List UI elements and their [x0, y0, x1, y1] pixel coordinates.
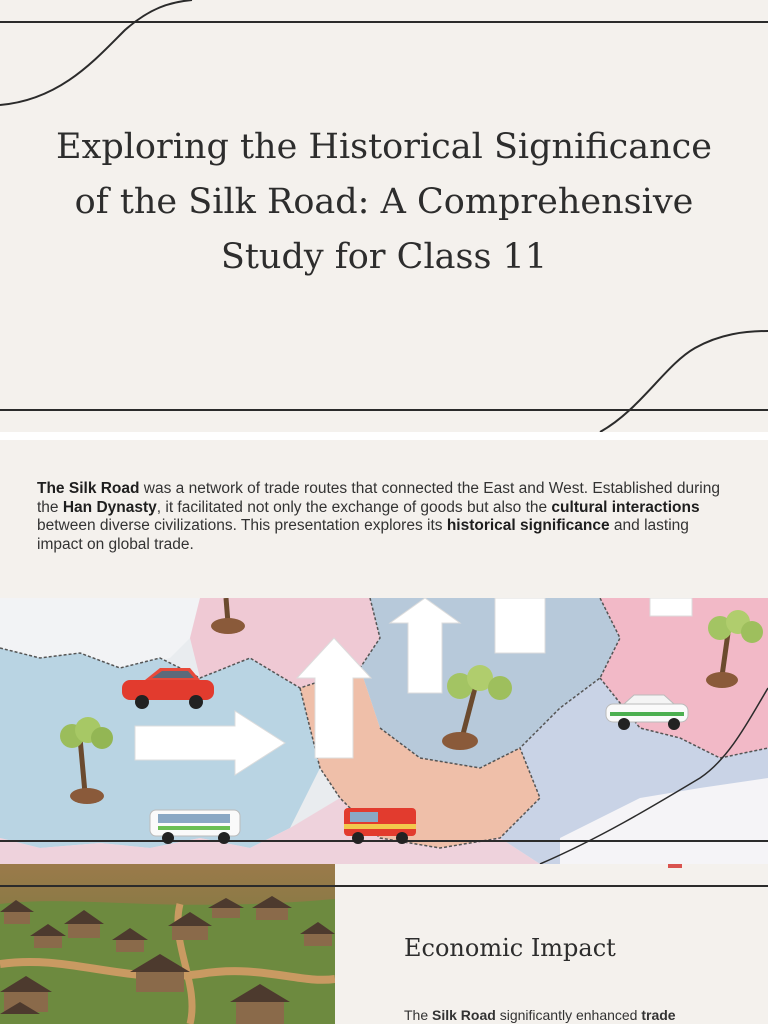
economic-impact-slide: [0, 864, 768, 1024]
section-text: [404, 1007, 676, 1023]
intro-slide: [0, 440, 768, 864]
intro-bold: cultural interactions: [551, 498, 700, 516]
intro-bold: historical significance: [446, 517, 610, 534]
page-title: Exploring the Historical Significance of the Silk Road: A Comprehensive Study for Class 11: [56, 127, 712, 277]
map-photo: [0, 598, 768, 864]
slide-separator: [0, 432, 768, 440]
text-bold: trade: [641, 1007, 676, 1023]
text-start: The: [404, 1007, 433, 1023]
text-bold: Silk Road: [432, 1007, 496, 1023]
intro-text: was a network of trade routes that connected the East and West. Established during the: [37, 480, 720, 516]
text-mid: significantly enhanced: [495, 1007, 642, 1023]
decorative-lines: [0, 864, 768, 1024]
title-slide: [0, 0, 768, 432]
intro-bold: The Silk Road: [37, 480, 140, 497]
intro-text: , it facilitated not only the exchange of goods but also the: [156, 498, 552, 516]
intro-text: and lasting impact on global trade.: [37, 517, 689, 553]
section-heading: Economic Impact: [404, 934, 616, 962]
intro-text: between diverse civilizations. This presentation explores its: [37, 517, 447, 534]
intro-bold: Han Dynasty: [62, 498, 157, 516]
intro-paragraph: [37, 480, 737, 554]
